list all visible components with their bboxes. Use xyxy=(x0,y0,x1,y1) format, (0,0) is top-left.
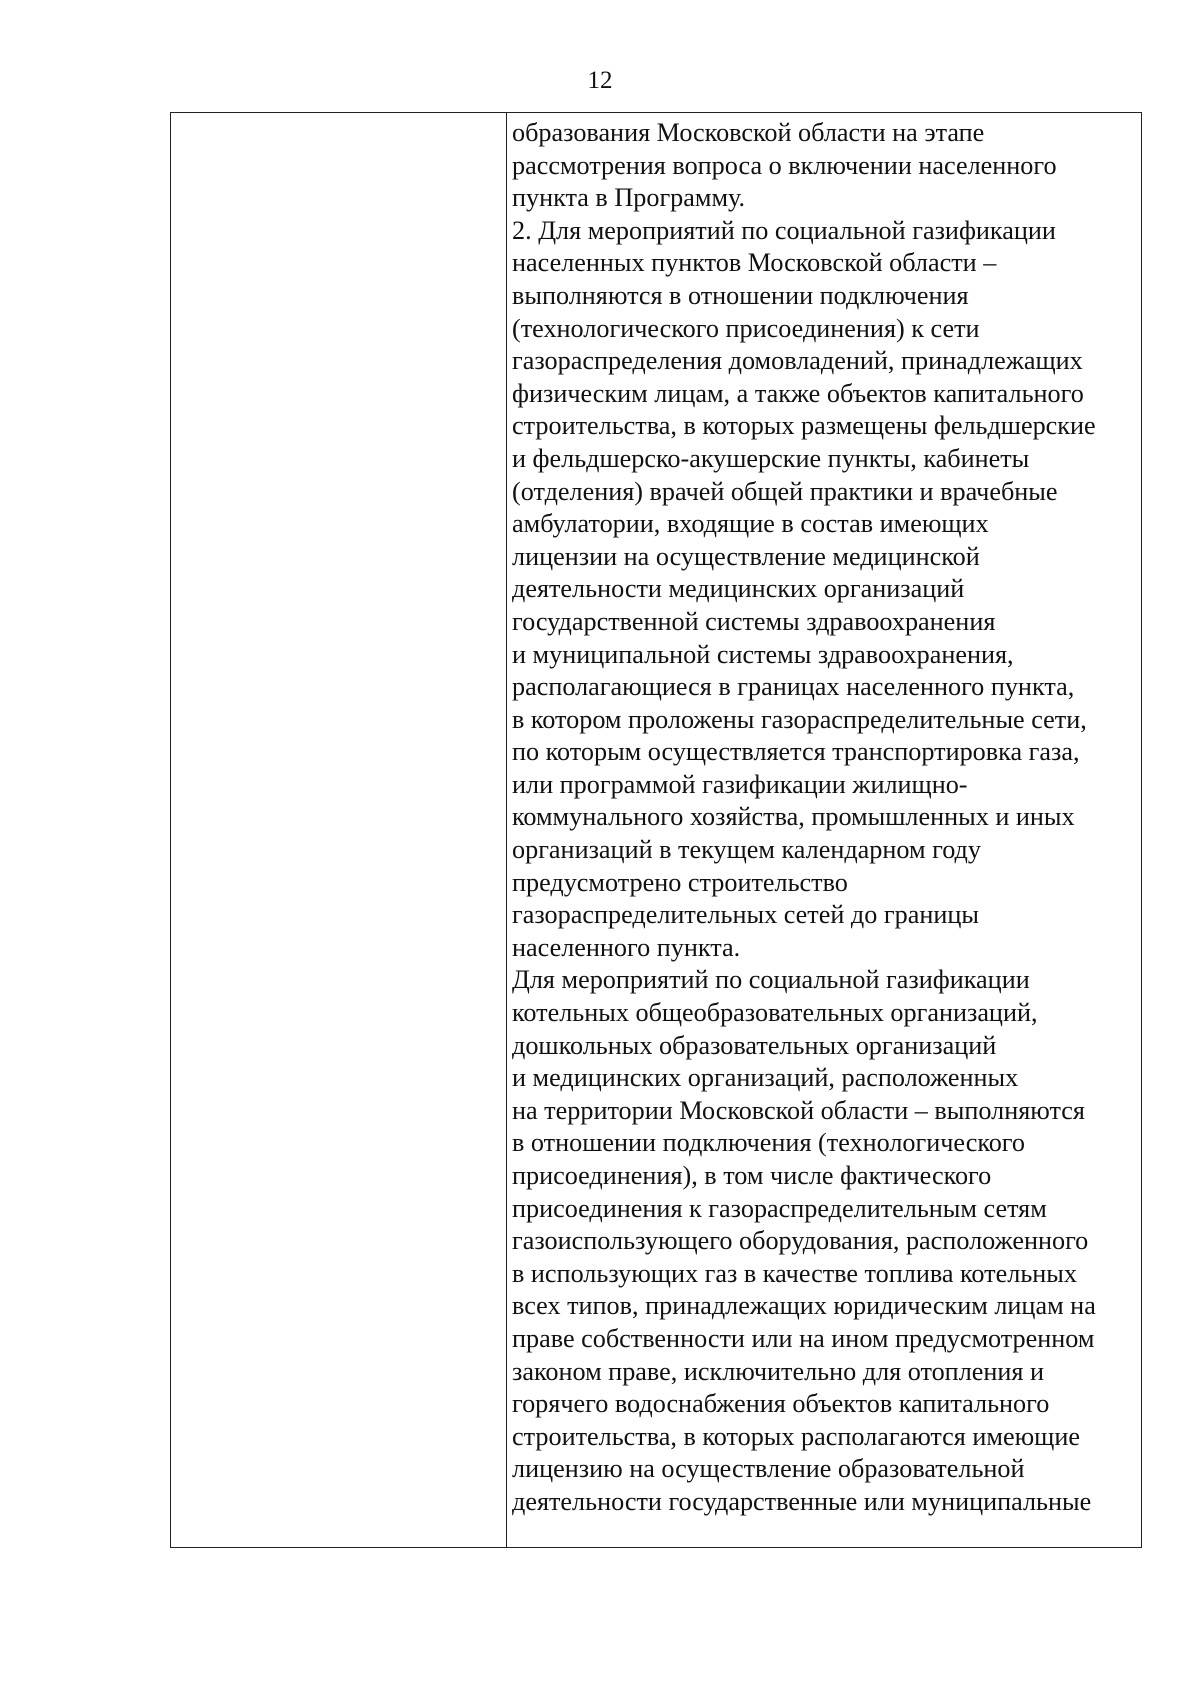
text-line: присоединения), в том числе фактического xyxy=(512,1161,992,1190)
text-line: (технологического присоединения) к сети xyxy=(512,313,980,343)
text-line: по которым осуществляется транспортировка газа, xyxy=(512,737,1080,767)
text-line: пункта в Программу. xyxy=(512,183,746,213)
text-line: населенных пунктов Московской области – xyxy=(512,248,997,278)
text-line: газоиспользующего оборудования, расположенного xyxy=(512,1226,1089,1256)
text-line: деятельности медицинских организаций xyxy=(512,574,965,604)
text-line: в котором проложены газораспределительные сети, xyxy=(512,704,1087,734)
text-line: в отношении подключения (технологического xyxy=(512,1128,1025,1158)
text-line: и медицинских организаций, расположенных xyxy=(512,1063,1019,1093)
text-line: населенного пункта. xyxy=(512,932,741,962)
text-line: коммунального хозяйства, промышленных и иных xyxy=(512,802,1075,832)
text-line: всех типов, принадлежащих юридическим лицам на xyxy=(512,1291,1096,1321)
text-line: (отделения) врачей общей практики и врачебные xyxy=(512,476,1058,506)
text-line: лицензию на осуществление образовательной xyxy=(512,1454,1025,1484)
text-line: строительства, в которых располагаются имеющие xyxy=(512,1421,1080,1451)
text-line: образования Московской области на этапе xyxy=(512,118,985,147)
table-cell-left xyxy=(171,113,507,1547)
text-line: на территории Московской области – выполняются xyxy=(512,1095,1085,1125)
text-line: в использующих газ в качестве топлива котельных xyxy=(512,1258,1077,1288)
text-line: котельных общеобразовательных организаций, xyxy=(512,998,1038,1028)
text-line: и фельдшерско-акушерские пункты, кабинеты xyxy=(512,443,1030,473)
text-line: и муниципальной системы здравоохранения, xyxy=(512,639,1014,669)
text-line: дошкольных образовательных организаций xyxy=(512,1030,997,1060)
text-line: амбулатории, входящие в состав имеющих xyxy=(512,509,989,539)
text-line: 2. Для мероприятий по социальной газификации xyxy=(512,215,1056,245)
document-table xyxy=(170,112,1142,1548)
text-line: располагающиеся в границах населенного пункта, xyxy=(512,672,1075,702)
text-line: строительства, в которых размещены фельдшерские xyxy=(512,411,1096,441)
text-line: выполняются в отношении подключения xyxy=(512,280,969,310)
text-line: законом праве, исключительно для отопления и xyxy=(512,1356,1045,1386)
text-line: Для мероприятий по социальной газификации xyxy=(512,965,1030,995)
text-line: государственной системы здравоохранения xyxy=(512,606,996,636)
text-line: рассмотрения вопроса о включении населенного xyxy=(512,150,1057,180)
text-line: лицензии на осуществление медицинской xyxy=(512,541,980,571)
text-line: праве собственности или на ином предусмотренном xyxy=(512,1323,1095,1353)
text-line: деятельности государственные или муниципальные xyxy=(512,1486,1092,1516)
text-line: газораспределения домовладений, принадлежащих xyxy=(512,346,1083,376)
page-number: 12 xyxy=(587,67,613,94)
text-line: присоединения к газораспределительным сетям xyxy=(512,1193,1047,1223)
text-line: физическим лицам, а также объектов капитального xyxy=(512,378,1084,408)
text-line: горячего водоснабжения объектов капитального xyxy=(512,1389,1050,1419)
text-line: организаций в текущем календарном году xyxy=(512,835,981,865)
text-line: предусмотрено строительство xyxy=(512,867,848,897)
table-cell-right xyxy=(507,113,1141,1547)
text-line: газораспределительных сетей до границы xyxy=(512,900,979,930)
text-line: или программой газификации жилищно- xyxy=(512,769,968,799)
